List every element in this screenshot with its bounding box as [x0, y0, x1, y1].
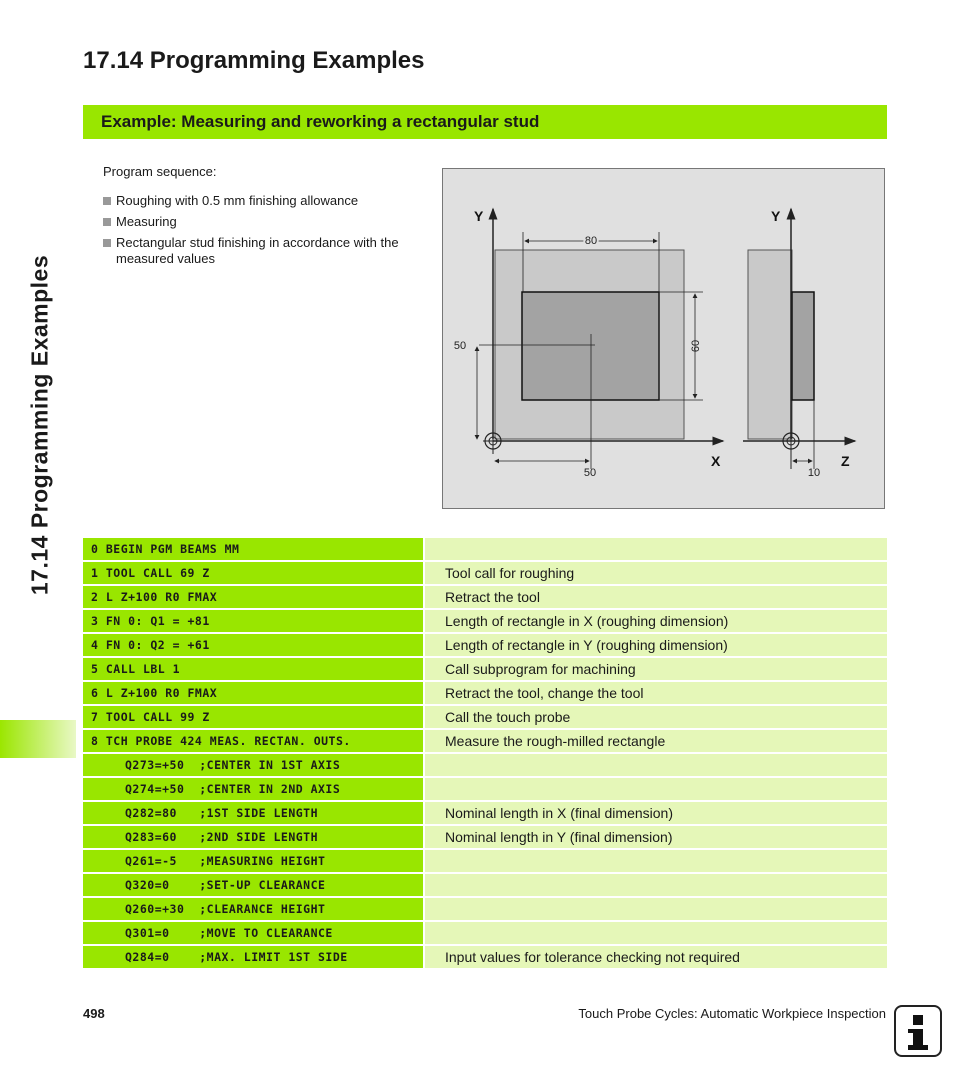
- table-row: [83, 946, 887, 970]
- axis-label-z-side: Z: [841, 453, 850, 469]
- info-icon: [894, 1005, 942, 1057]
- nc-description-cell: Retract the tool, change the tool: [425, 682, 887, 704]
- nc-code-cell: Q301=0 ;MOVE TO CLEARANCE: [83, 922, 423, 944]
- axis-label-y-side: Y: [771, 208, 781, 224]
- nc-description-cell: [425, 898, 887, 920]
- nc-description-cell: Call subprogram for machining: [425, 658, 887, 680]
- square-bullet-icon: [103, 218, 111, 226]
- side-chapter-title-text: 17.14 Programming Examples: [26, 254, 53, 596]
- nc-description-cell: Tool call for roughing: [425, 562, 887, 584]
- square-bullet-icon: [103, 239, 111, 247]
- axis-label-y-front: Y: [474, 208, 484, 224]
- table-row: [83, 538, 887, 562]
- program-sequence: [103, 164, 423, 272]
- page-title: 17.14 Programming Examples: [83, 47, 425, 74]
- dim-label-depth: 10: [807, 467, 821, 479]
- nc-code-cell: 5 CALL LBL 1: [83, 658, 423, 680]
- axis-label-x-front: X: [711, 453, 721, 469]
- nc-description-cell: Length of rectangle in X (roughing dimension): [425, 610, 887, 632]
- nc-code-cell: Q273=+50 ;CENTER IN 1ST AXIS: [83, 754, 423, 776]
- example-heading: Example: Measuring and reworking a rectangular stud: [101, 112, 540, 131]
- side-chapter-title: [20, 55, 60, 795]
- table-row: [83, 874, 887, 898]
- nc-description-cell: Nominal length in X (final dimension): [425, 802, 887, 824]
- nc-code-cell: Q282=80 ;1ST SIDE LENGTH: [83, 802, 423, 824]
- nc-code-cell: 7 TOOL CALL 99 Z: [83, 706, 423, 728]
- footer-chapter-title: Touch Probe Cycles: Automatic Workpiece Inspection: [578, 1006, 886, 1021]
- table-row: [83, 682, 887, 706]
- dim-label-center-x: 50: [583, 467, 597, 479]
- nc-code-cell: Q283=60 ;2ND SIDE LENGTH: [83, 826, 423, 848]
- nc-code-cell: Q284=0 ;MAX. LIMIT 1ST SIDE: [83, 946, 423, 968]
- table-row: [83, 562, 887, 586]
- table-row: [83, 586, 887, 610]
- table-row: [83, 850, 887, 874]
- nc-description-cell: Nominal length in Y (final dimension): [425, 826, 887, 848]
- dim-label-width: 80: [584, 235, 598, 247]
- page-number: 498: [83, 1006, 105, 1021]
- rectangular-stud: [522, 292, 659, 400]
- nc-code-cell: Q274=+50 ;CENTER IN 2ND AXIS: [83, 778, 423, 800]
- example-heading-bar: [83, 105, 887, 139]
- nc-description-cell: [425, 922, 887, 944]
- table-row: [83, 706, 887, 730]
- table-row: [83, 802, 887, 826]
- square-bullet-icon: [103, 197, 111, 205]
- dim-label-center-y: 50: [453, 340, 467, 352]
- nc-description-cell: [425, 874, 887, 896]
- nc-description-cell: Measure the rough-milled rectangle: [425, 730, 887, 752]
- program-sequence-label: Program sequence:: [103, 164, 217, 179]
- nc-code-cell: Q261=-5 ;MEASURING HEIGHT: [83, 850, 423, 872]
- nc-description-cell: [425, 778, 887, 800]
- list-item: Roughing with 0.5 mm finishing allowance: [103, 193, 423, 209]
- nc-code-cell: 2 L Z+100 R0 FMAX: [83, 586, 423, 608]
- nc-description-cell: [425, 850, 887, 872]
- nc-description-cell: [425, 538, 887, 560]
- table-row: [83, 610, 887, 634]
- table-row: [83, 898, 887, 922]
- table-row: [83, 826, 887, 850]
- nc-description-cell: Call the touch probe: [425, 706, 887, 728]
- list-item: Measuring: [103, 214, 423, 230]
- table-row: [83, 754, 887, 778]
- chapter-tab-marker: [0, 720, 76, 758]
- table-row: [83, 730, 887, 754]
- nc-program-table: [83, 538, 887, 970]
- stud-drawing-svg: [443, 169, 886, 510]
- nc-description-cell: Retract the tool: [425, 586, 887, 608]
- nc-code-cell: 6 L Z+100 R0 FMAX: [83, 682, 423, 704]
- list-item: Rectangular stud finishing in accordance with the measured values: [103, 235, 423, 267]
- nc-code-cell: 8 TCH PROBE 424 MEAS. RECTAN. OUTS.: [83, 730, 423, 752]
- nc-code-cell: Q320=0 ;SET-UP CLEARANCE: [83, 874, 423, 896]
- table-row: [83, 922, 887, 946]
- table-row: [83, 658, 887, 682]
- stud-side: [792, 292, 814, 400]
- workpiece-side-blank: [748, 250, 792, 439]
- nc-code-cell: 1 TOOL CALL 69 Z: [83, 562, 423, 584]
- nc-description-cell: Length of rectangle in Y (roughing dimension): [425, 634, 887, 656]
- program-sequence-list: [103, 193, 423, 267]
- nc-description-cell: [425, 754, 887, 776]
- table-row: [83, 634, 887, 658]
- stud-drawing: [442, 168, 885, 509]
- nc-code-cell: Q260=+30 ;CLEARANCE HEIGHT: [83, 898, 423, 920]
- dim-label-height: 60: [690, 339, 702, 353]
- nc-description-cell: Input values for tolerance checking not required: [425, 946, 887, 968]
- table-row: [83, 778, 887, 802]
- nc-code-cell: 0 BEGIN PGM BEAMS MM: [83, 538, 423, 560]
- nc-code-cell: 4 FN 0: Q2 = +61: [83, 634, 423, 656]
- nc-code-cell: 3 FN 0: Q1 = +81: [83, 610, 423, 632]
